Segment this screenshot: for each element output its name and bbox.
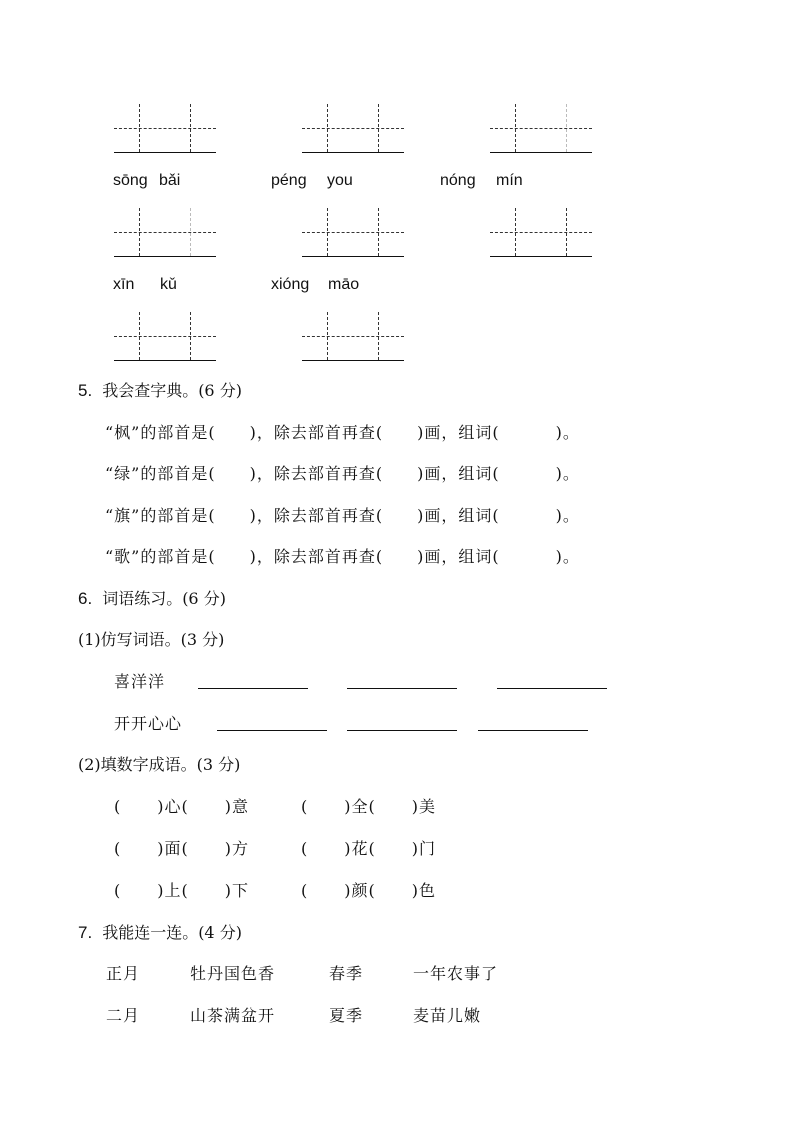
subquestion-1-title: (1)仿写词语。(3 分) bbox=[78, 630, 225, 649]
match-item-left[interactable]: 二月 bbox=[106, 1006, 141, 1025]
idiom-text: )全( bbox=[344, 797, 376, 816]
dictionary-row bbox=[105, 544, 580, 567]
idiom-text: )色 bbox=[411, 881, 436, 900]
answer-line[interactable] bbox=[497, 688, 607, 689]
pinyin-xiong: xióng bbox=[271, 276, 310, 293]
pinyin-bai: bǎi bbox=[159, 172, 181, 189]
row-text: “旗”的部首是( bbox=[105, 506, 216, 525]
answer-line[interactable] bbox=[217, 730, 327, 731]
idiom-text: ( bbox=[114, 839, 122, 858]
idiom-text: )面( bbox=[157, 839, 189, 858]
idiom-text: ( bbox=[114, 881, 122, 900]
match-item-left[interactable]: 正月 bbox=[106, 964, 141, 983]
idiom-item bbox=[114, 836, 249, 859]
pinyin-peng: péng bbox=[271, 172, 307, 189]
example-word: 开开心心 bbox=[114, 714, 183, 733]
subquestion-2-title: (2)填数字成语。(3 分) bbox=[78, 755, 241, 774]
match-item-verse[interactable]: 山茶满盆开 bbox=[190, 1006, 276, 1025]
idiom-text: ( bbox=[301, 881, 309, 900]
writing-box[interactable] bbox=[114, 104, 216, 153]
idiom-item bbox=[301, 878, 436, 901]
idiom-text: )美 bbox=[411, 797, 436, 816]
match-item-season[interactable]: 夏季 bbox=[329, 1006, 364, 1025]
row-text: “绿”的部首是( bbox=[105, 464, 216, 483]
row-text: )，除去部首再查( bbox=[249, 423, 384, 442]
row-text: )画，组词( bbox=[417, 506, 500, 525]
row-text: )画，组词( bbox=[417, 464, 500, 483]
idiom-text: ( bbox=[301, 839, 309, 858]
question-6-title bbox=[78, 586, 226, 609]
idiom-text: ( bbox=[301, 797, 309, 816]
pinyin-you: you bbox=[327, 172, 353, 189]
row-text: )。 bbox=[555, 506, 580, 525]
idiom-text: )上( bbox=[157, 881, 189, 900]
idiom-item bbox=[301, 794, 436, 817]
writing-box[interactable] bbox=[114, 208, 216, 257]
row-text: “枫”的部首是( bbox=[105, 423, 216, 442]
idiom-text: ( bbox=[114, 797, 122, 816]
example-word: 喜洋洋 bbox=[114, 672, 166, 691]
row-text: )，除去部首再查( bbox=[249, 464, 384, 483]
answer-line[interactable] bbox=[347, 730, 457, 731]
idiom-item bbox=[114, 794, 249, 817]
writing-box[interactable] bbox=[302, 312, 404, 361]
dictionary-row bbox=[105, 503, 580, 526]
pinyin-ku: kǔ bbox=[160, 276, 177, 293]
match-item-verse[interactable]: 牡丹国色香 bbox=[190, 964, 276, 983]
idiom-text: )门 bbox=[411, 839, 436, 858]
writing-box[interactable] bbox=[302, 104, 404, 153]
row-text: )。 bbox=[555, 423, 580, 442]
match-item-right[interactable]: 一年农事了 bbox=[413, 964, 499, 983]
match-item-right[interactable]: 麦苗儿嫩 bbox=[413, 1006, 482, 1025]
answer-line[interactable] bbox=[198, 688, 308, 689]
writing-box[interactable] bbox=[302, 208, 404, 257]
dictionary-row bbox=[105, 420, 580, 443]
pinyin-min: mín bbox=[496, 172, 523, 189]
idiom-item bbox=[114, 878, 249, 901]
row-text: )，除去部首再查( bbox=[249, 547, 384, 566]
question-text: 我会查字典。(6 分) bbox=[102, 381, 242, 400]
question-text: 我能连一连。(4 分) bbox=[102, 923, 242, 942]
writing-box[interactable] bbox=[490, 208, 592, 257]
row-text: “歌”的部首是( bbox=[105, 547, 216, 566]
pinyin-xin: xīn bbox=[113, 276, 135, 293]
row-text: )，除去部首再查( bbox=[249, 506, 384, 525]
question-number: 5. bbox=[78, 381, 93, 400]
row-text: )。 bbox=[555, 464, 580, 483]
idiom-item bbox=[301, 836, 436, 859]
answer-line[interactable] bbox=[478, 730, 588, 731]
question-number: 6. bbox=[78, 589, 93, 608]
row-text: )画，组词( bbox=[417, 547, 500, 566]
writing-box[interactable] bbox=[114, 312, 216, 361]
answer-line[interactable] bbox=[347, 688, 457, 689]
question-7-title bbox=[78, 920, 242, 943]
pinyin-song: sōng bbox=[113, 172, 148, 189]
pinyin-mao: māo bbox=[328, 276, 360, 293]
question-number: 7. bbox=[78, 923, 93, 942]
writing-box[interactable] bbox=[490, 104, 592, 153]
question-text: 词语练习。(6 分) bbox=[102, 589, 226, 608]
idiom-text: )颜( bbox=[344, 881, 376, 900]
idiom-text: )方 bbox=[224, 839, 249, 858]
idiom-text: )心( bbox=[157, 797, 189, 816]
question-5-title bbox=[78, 378, 242, 401]
match-item-season[interactable]: 春季 bbox=[329, 964, 364, 983]
idiom-text: )意 bbox=[224, 797, 249, 816]
pinyin-nong: nóng bbox=[440, 172, 476, 189]
dictionary-row bbox=[105, 461, 580, 484]
row-text: )画，组词( bbox=[417, 423, 500, 442]
idiom-text: )花( bbox=[344, 839, 376, 858]
row-text: )。 bbox=[555, 547, 580, 566]
idiom-text: )下 bbox=[224, 881, 249, 900]
